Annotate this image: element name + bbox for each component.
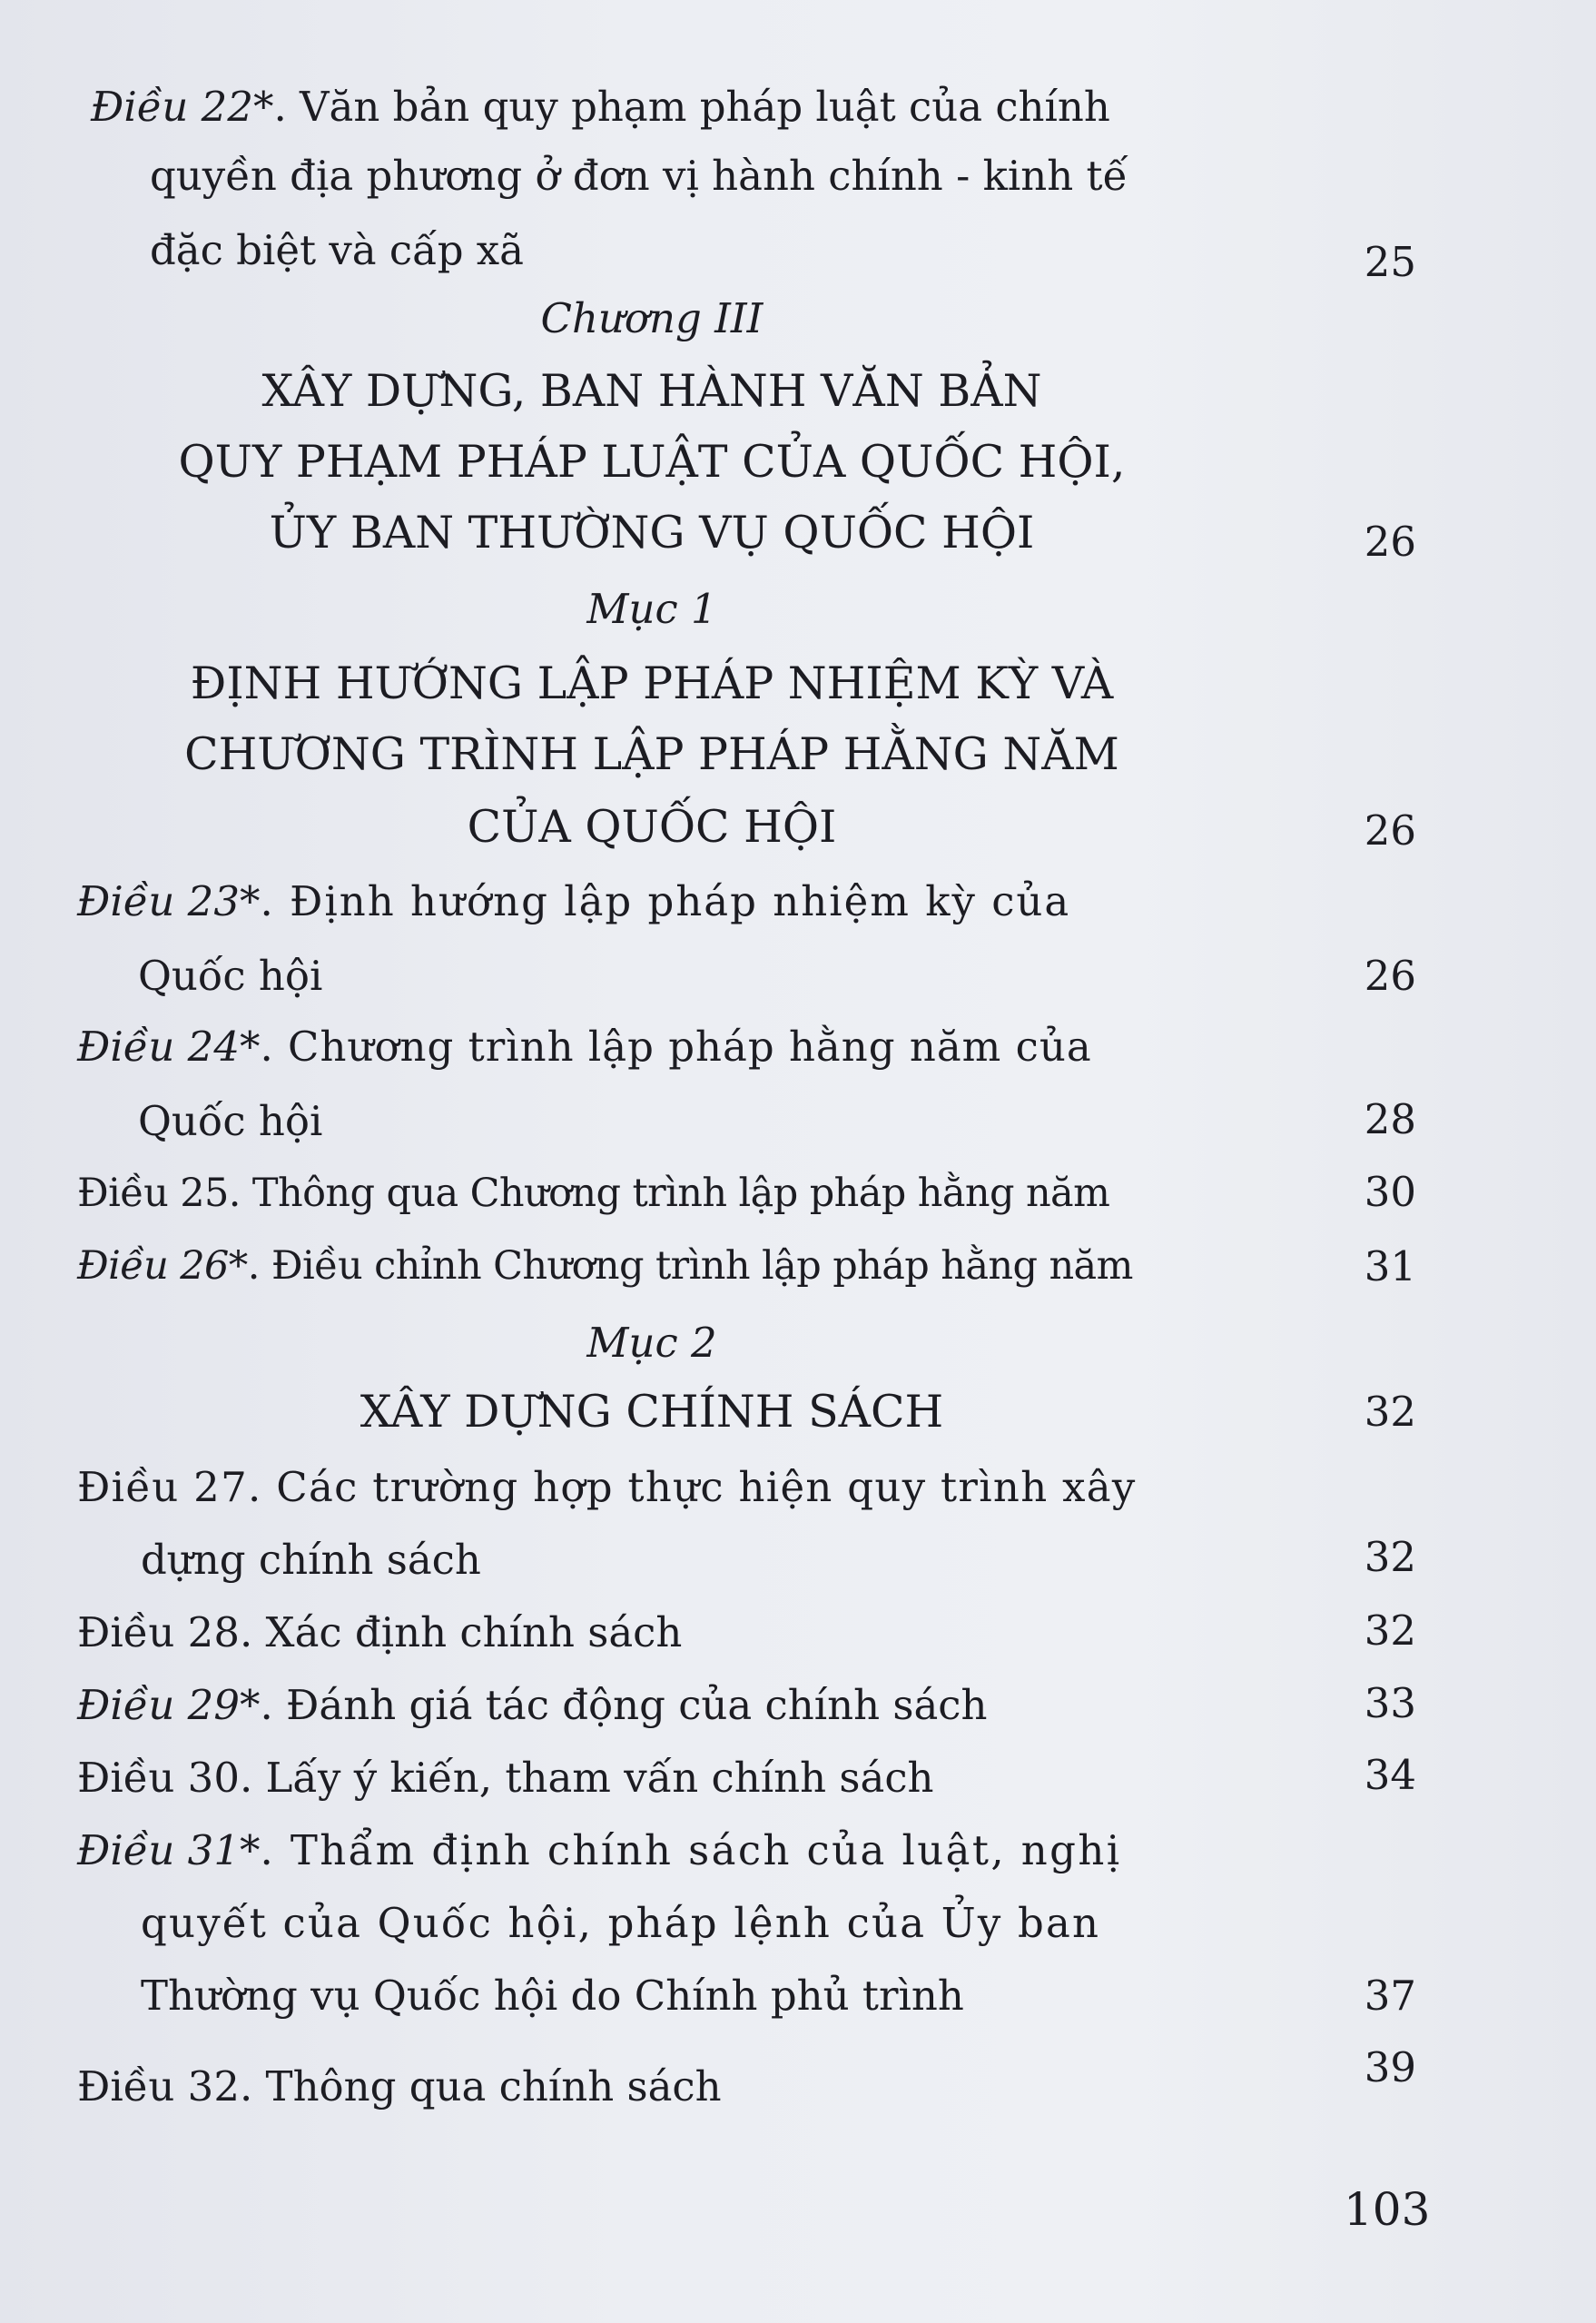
folio-page-number: 103 — [1344, 2183, 1431, 2236]
toc-entry-dieu-24-line-1 — [77, 1023, 1092, 1071]
chapter-label: Chương III — [540, 294, 764, 342]
section-label-muc-2: Mục 2 — [586, 1319, 717, 1367]
page-number-dieu-31: 37 — [1364, 1972, 1416, 2020]
toc-entry-dieu-27-line-1: Điều 27. Các trường hợp thực hiện quy trình xây — [77, 1463, 1137, 1511]
page-number-dieu-25: 30 — [1364, 1168, 1416, 1216]
toc-entry-dieu-22-line-3: đặc biệt và cấp xã — [150, 226, 525, 274]
toc-entry-dieu-23-line-2: Quốc hội — [138, 952, 323, 1000]
page-number-dieu-32: 39 — [1364, 2043, 1416, 2091]
page-number-muc-2: 32 — [1364, 1388, 1416, 1436]
toc-entry-dieu-31-line-3: Thường vụ Quốc hội do Chính phủ trình — [141, 1972, 964, 2020]
section-label-muc-1: Mục 1 — [586, 585, 717, 633]
page-number-dieu-23: 26 — [1364, 952, 1416, 1000]
toc-entry-dieu-24-line-2: Quốc hội — [138, 1097, 323, 1145]
article-label: Điều 23* — [77, 877, 261, 925]
toc-entry-dieu-22-line-1 — [91, 83, 1110, 131]
chapter-title-line-1: XÂY DỰNG, BAN HÀNH VĂN BẢN — [261, 365, 1042, 417]
toc-entry-dieu-22-line-2: quyền địa phương ở đơn vị hành chính - kinh tế — [150, 152, 1128, 200]
toc-entry-dieu-32: Điều 32. Thông qua chính sách — [77, 2062, 722, 2110]
chapter-title-line-2: QUY PHẠM PHÁP LUẬT CỦA QUỐC HỘI, — [178, 436, 1126, 488]
article-title: . Đánh giá tác động của chính sách — [260, 1681, 988, 1729]
page-number-dieu-24: 28 — [1364, 1095, 1416, 1143]
page-number-dieu-30: 34 — [1364, 1751, 1416, 1799]
page-number-dieu-28: 32 — [1364, 1606, 1416, 1655]
section-title-muc-1-line-2: CHƯƠNG TRÌNH LẬP PHÁP HẰNG NĂM — [184, 728, 1119, 780]
toc-entry-dieu-28: Điều 28. Xác định chính sách — [77, 1608, 683, 1656]
section-title-muc-2: XÂY DỰNG CHÍNH SÁCH — [360, 1386, 944, 1438]
toc-entry-dieu-27-line-2: dựng chính sách — [141, 1536, 481, 1584]
section-title-muc-1-line-3: CỦA QUỐC HỘI — [467, 801, 837, 853]
toc-entry-dieu-26 — [77, 1243, 1133, 1289]
article-label: Điều 29* — [77, 1681, 261, 1729]
page-number-chapter-3: 26 — [1364, 518, 1416, 566]
article-label: Điều 26* — [77, 1243, 248, 1289]
article-label: Điều 22* — [91, 83, 274, 131]
page-number-dieu-27: 32 — [1364, 1533, 1416, 1581]
article-title: . Văn bản quy phạm pháp luật của chính — [273, 83, 1110, 131]
page-number-dieu-22: 25 — [1364, 238, 1416, 286]
page-number-dieu-29: 33 — [1364, 1679, 1416, 1727]
page-number-muc-1: 26 — [1364, 806, 1416, 855]
toc-entry-dieu-31-line-2: quyết của Quốc hội, pháp lệnh của Ủy ban — [141, 1899, 1101, 1947]
article-title: . Thẩm định chính sách của luật, nghị — [260, 1826, 1122, 1874]
toc-entry-dieu-23-line-1 — [77, 877, 1214, 925]
toc-entry-dieu-31-line-1 — [77, 1826, 1122, 1874]
chapter-title-line-3: ỦY BAN THƯỜNG VỤ QUỐC HỘI — [269, 507, 1035, 559]
article-label: Điều 24* — [77, 1023, 261, 1071]
toc-entry-dieu-29 — [77, 1681, 988, 1729]
toc-entry-dieu-25: Điều 25. Thông qua Chương trình lập pháp hằng năm — [77, 1171, 1110, 1216]
article-title: . Định hướng lập pháp nhiệm kỳ của — [260, 877, 1071, 925]
article-title: . Chương trình lập pháp hằng năm của — [260, 1023, 1092, 1071]
article-label: Điều 31* — [77, 1826, 261, 1874]
toc-entry-dieu-30: Điều 30. Lấy ý kiến, tham vấn chính sách — [77, 1754, 934, 1802]
section-title-muc-1-line-1: ĐỊNH HƯỚNG LẬP PHÁP NHIỆM KỲ VÀ — [190, 657, 1114, 709]
article-title: . Điều chỉnh Chương trình lập pháp hằng năm — [247, 1243, 1133, 1289]
page-number-dieu-26: 31 — [1364, 1242, 1416, 1290]
